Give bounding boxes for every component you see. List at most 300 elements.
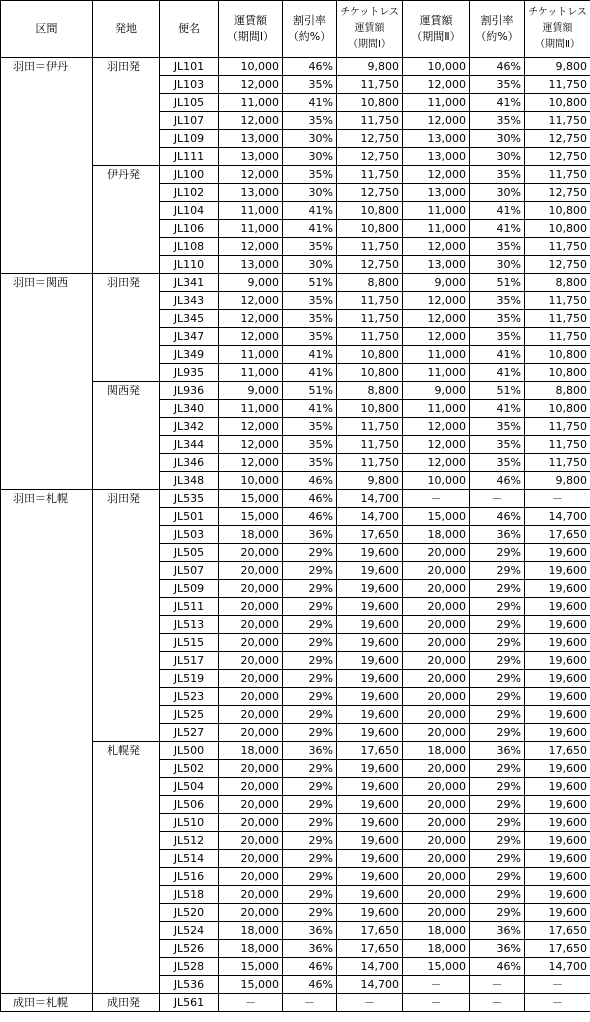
fare-cell: 20,000	[219, 814, 283, 832]
fare-cell: 51%	[470, 274, 525, 292]
fare-cell: 11,000	[403, 220, 470, 238]
fare-cell: 19,600	[525, 544, 590, 562]
fare-cell: 29%	[283, 670, 337, 688]
fare-cell: 19,600	[525, 724, 590, 742]
fare-cell: 18,000	[219, 742, 283, 760]
fare-cell: 20,000	[219, 634, 283, 652]
fare-cell: 12,000	[219, 238, 283, 256]
fare-cell: 12,750	[525, 148, 590, 166]
fare-cell: 19,600	[525, 616, 590, 634]
fare-cell: －	[219, 994, 283, 1012]
fare-cell: 9,000	[219, 382, 283, 400]
fare-cell: 11,750	[337, 310, 403, 328]
fare-cell: 30%	[470, 256, 525, 274]
fare-cell: 29%	[470, 760, 525, 778]
fare-cell: 46%	[283, 58, 337, 76]
fare-cell: 29%	[470, 904, 525, 922]
flight-number-cell: JL346	[160, 454, 219, 472]
fare-cell: 12,000	[219, 76, 283, 94]
fare-cell: 29%	[470, 814, 525, 832]
fare-cell: 29%	[283, 814, 337, 832]
flight-number-cell: JL110	[160, 256, 219, 274]
flight-number-cell: JL518	[160, 886, 219, 904]
fare-cell: 11,750	[337, 238, 403, 256]
fare-table-body	[1, 58, 590, 1012]
fare-cell: 36%	[470, 526, 525, 544]
fare-cell: 12,000	[403, 436, 470, 454]
flight-number-cell: JL505	[160, 544, 219, 562]
fare-cell: 17,650	[525, 526, 590, 544]
flight-number-cell: JL535	[160, 490, 219, 508]
column-header: 運賃額 （期間Ⅱ）	[403, 1, 470, 58]
fare-cell: 46%	[283, 490, 337, 508]
fare-cell: 20,000	[403, 796, 470, 814]
fare-cell: 19,600	[337, 796, 403, 814]
fare-cell: 29%	[470, 706, 525, 724]
fare-cell: 41%	[470, 400, 525, 418]
fare-cell: 19,600	[525, 562, 590, 580]
fare-cell: 29%	[283, 760, 337, 778]
flight-number-cell: JL511	[160, 598, 219, 616]
fare-cell: 30%	[283, 148, 337, 166]
fare-cell: －	[403, 994, 470, 1012]
flight-number-cell: JL347	[160, 328, 219, 346]
fare-cell: 11,750	[337, 76, 403, 94]
fare-cell: 10,800	[337, 364, 403, 382]
fare-cell: 19,600	[525, 634, 590, 652]
fare-cell: －	[525, 994, 590, 1012]
fare-cell: 17,650	[525, 742, 590, 760]
fare-cell: 29%	[283, 724, 337, 742]
fare-cell: 29%	[283, 688, 337, 706]
fare-cell: 19,600	[337, 598, 403, 616]
fare-cell: 15,000	[219, 958, 283, 976]
fare-cell: 19,600	[525, 904, 590, 922]
flight-number-cell: JL106	[160, 220, 219, 238]
flight-number-cell: JL345	[160, 310, 219, 328]
fare-cell: 15,000	[219, 508, 283, 526]
fare-cell: 10,800	[525, 400, 590, 418]
fare-cell: 10,800	[337, 202, 403, 220]
fare-cell: 18,000	[219, 922, 283, 940]
fare-cell: 19,600	[525, 598, 590, 616]
fare-cell: 19,600	[525, 652, 590, 670]
fare-cell: 29%	[470, 724, 525, 742]
fare-cell: 29%	[283, 886, 337, 904]
fare-cell: 19,600	[525, 850, 590, 868]
flight-number-cell: JL107	[160, 112, 219, 130]
fare-cell: 11,000	[219, 400, 283, 418]
fare-cell: 20,000	[403, 652, 470, 670]
fare-cell: 41%	[470, 94, 525, 112]
header-row	[1, 1, 590, 58]
fare-cell: 29%	[470, 598, 525, 616]
fare-cell: 20,000	[219, 724, 283, 742]
fare-cell: 19,600	[337, 688, 403, 706]
fare-cell: 36%	[283, 940, 337, 958]
fare-cell: 12,000	[219, 454, 283, 472]
fare-cell: 17,650	[337, 940, 403, 958]
flight-number-cell: JL504	[160, 778, 219, 796]
fare-cell: 35%	[470, 418, 525, 436]
flight-number-cell: JL512	[160, 832, 219, 850]
fare-cell: 19,600	[337, 886, 403, 904]
fare-cell: 18,000	[219, 940, 283, 958]
flight-number-cell: JL503	[160, 526, 219, 544]
fare-cell: 20,000	[403, 562, 470, 580]
flight-number-cell: JL111	[160, 148, 219, 166]
fare-cell: 29%	[470, 850, 525, 868]
fare-cell: 19,600	[337, 706, 403, 724]
fare-cell: 11,750	[525, 310, 590, 328]
fare-cell: 20,000	[219, 796, 283, 814]
route-cell: 成田＝札幌	[1, 994, 93, 1012]
flight-number-cell: JL344	[160, 436, 219, 454]
fare-cell: 18,000	[403, 526, 470, 544]
fare-cell: 29%	[283, 706, 337, 724]
fare-cell: 20,000	[219, 904, 283, 922]
fare-cell: 19,600	[337, 814, 403, 832]
table-row	[1, 994, 590, 1012]
origin-cell: 関西発	[93, 382, 160, 490]
fare-cell: 20,000	[403, 580, 470, 598]
flight-number-cell: JL510	[160, 814, 219, 832]
fare-cell: 35%	[283, 292, 337, 310]
flight-number-cell: JL108	[160, 238, 219, 256]
flight-number-cell: JL343	[160, 292, 219, 310]
flight-number-cell: JL536	[160, 976, 219, 994]
flight-number-cell: JL515	[160, 634, 219, 652]
fare-cell: 10,800	[337, 346, 403, 364]
fare-cell: －	[470, 976, 525, 994]
fare-cell: 35%	[283, 310, 337, 328]
route-cell: 羽田＝札幌	[1, 490, 93, 994]
fare-cell: 29%	[283, 778, 337, 796]
fare-cell: 11,750	[525, 418, 590, 436]
fare-cell: 11,750	[337, 418, 403, 436]
flight-number-cell: JL517	[160, 652, 219, 670]
fare-cell: 10,800	[337, 94, 403, 112]
fare-cell: 12,000	[219, 310, 283, 328]
fare-cell: 35%	[470, 454, 525, 472]
fare-cell: 11,750	[337, 454, 403, 472]
fare-cell: 12,000	[403, 310, 470, 328]
fare-cell: 11,750	[525, 112, 590, 130]
fare-cell: 29%	[470, 886, 525, 904]
fare-cell: 10,800	[337, 400, 403, 418]
fare-cell: 29%	[470, 652, 525, 670]
fare-cell: 20,000	[219, 616, 283, 634]
fare-cell: 19,600	[525, 886, 590, 904]
fare-cell: 9,800	[337, 58, 403, 76]
fare-cell: 19,600	[525, 706, 590, 724]
table-row	[1, 58, 590, 76]
fare-cell: 20,000	[219, 832, 283, 850]
fare-cell: 20,000	[219, 850, 283, 868]
fare-cell: 35%	[283, 328, 337, 346]
fare-cell: 12,000	[403, 76, 470, 94]
fare-cell: 19,600	[525, 670, 590, 688]
fare-cell: 13,000	[403, 130, 470, 148]
fare-cell: 15,000	[403, 958, 470, 976]
fare-cell: 36%	[283, 742, 337, 760]
fare-cell: 29%	[283, 634, 337, 652]
fare-cell: 12,000	[219, 418, 283, 436]
fare-cell: 51%	[283, 382, 337, 400]
flight-number-cell: JL528	[160, 958, 219, 976]
origin-cell: 成田発	[93, 994, 160, 1012]
fare-cell: 20,000	[219, 670, 283, 688]
fare-cell: 41%	[283, 364, 337, 382]
fare-cell: 13,000	[219, 256, 283, 274]
fare-cell: 29%	[470, 562, 525, 580]
fare-cell: 20,000	[403, 724, 470, 742]
flight-number-cell: JL524	[160, 922, 219, 940]
fare-cell: 19,600	[337, 544, 403, 562]
fare-cell: 12,750	[525, 184, 590, 202]
fare-cell: 29%	[470, 778, 525, 796]
fare-cell: 19,600	[337, 724, 403, 742]
fare-cell: 19,600	[337, 760, 403, 778]
column-header: チケットレス 運賃額 （期間Ⅰ）	[337, 1, 403, 58]
fare-cell: 20,000	[403, 904, 470, 922]
fare-cell: 46%	[470, 58, 525, 76]
fare-cell: 41%	[283, 400, 337, 418]
fare-cell: 41%	[470, 202, 525, 220]
fare-cell: 20,000	[403, 616, 470, 634]
fare-cell: 30%	[283, 184, 337, 202]
fare-cell: 13,000	[219, 130, 283, 148]
flight-number-cell: JL349	[160, 346, 219, 364]
fare-cell: 29%	[470, 688, 525, 706]
fare-cell: 11,000	[219, 346, 283, 364]
fare-cell: 11,750	[525, 454, 590, 472]
fare-cell: 12,000	[219, 166, 283, 184]
fare-cell: 36%	[470, 742, 525, 760]
fare-cell: 12,000	[403, 292, 470, 310]
fare-cell: 11,000	[403, 400, 470, 418]
origin-cell: 羽田発	[93, 58, 160, 166]
fare-cell: 12,000	[403, 454, 470, 472]
fare-cell: 12,750	[337, 130, 403, 148]
fare-cell: 14,700	[337, 508, 403, 526]
fare-cell: 29%	[470, 796, 525, 814]
fare-cell: 9,000	[403, 274, 470, 292]
fare-cell: 12,000	[219, 292, 283, 310]
fare-cell: 29%	[470, 868, 525, 886]
fare-cell: 11,750	[525, 76, 590, 94]
fare-cell: 30%	[470, 148, 525, 166]
fare-cell: 8,800	[337, 274, 403, 292]
column-header: 割引率 （約%）	[283, 1, 337, 58]
origin-cell: 札幌発	[93, 742, 160, 994]
fare-cell: 12,750	[337, 256, 403, 274]
fare-cell: 11,000	[219, 202, 283, 220]
fare-cell: 8,800	[525, 382, 590, 400]
fare-cell: 12,000	[403, 166, 470, 184]
fare-cell: 11,750	[337, 328, 403, 346]
fare-cell: 29%	[283, 832, 337, 850]
flight-number-cell: JL341	[160, 274, 219, 292]
fare-cell: 17,650	[337, 922, 403, 940]
flight-number-cell: JL527	[160, 724, 219, 742]
fare-cell: 11,750	[525, 328, 590, 346]
fare-cell: 10,000	[219, 472, 283, 490]
fare-cell: 19,600	[337, 904, 403, 922]
fare-cell: 36%	[470, 922, 525, 940]
route-cell: 羽田＝伊丹	[1, 58, 93, 274]
fare-cell: 35%	[470, 238, 525, 256]
fare-cell: 12,000	[219, 436, 283, 454]
flight-number-cell: JL525	[160, 706, 219, 724]
fare-cell: －	[283, 994, 337, 1012]
fare-cell: 18,000	[403, 742, 470, 760]
fare-cell: 15,000	[219, 976, 283, 994]
fare-cell: 19,600	[337, 616, 403, 634]
fare-cell: 12,750	[337, 148, 403, 166]
fare-cell: 35%	[470, 112, 525, 130]
fare-cell: 20,000	[403, 598, 470, 616]
fare-cell: 10,800	[337, 220, 403, 238]
fare-cell: 46%	[283, 472, 337, 490]
fare-cell: 12,000	[219, 328, 283, 346]
fare-cell: 29%	[470, 580, 525, 598]
fare-cell: 12,000	[403, 112, 470, 130]
fare-cell: 8,800	[525, 274, 590, 292]
fare-cell: 11,000	[403, 364, 470, 382]
fare-cell: 20,000	[403, 760, 470, 778]
origin-cell: 羽田発	[93, 274, 160, 382]
fare-cell: 20,000	[219, 544, 283, 562]
fare-cell: 35%	[283, 166, 337, 184]
fare-cell: 51%	[283, 274, 337, 292]
fare-cell: 41%	[283, 202, 337, 220]
fare-cell: 13,000	[403, 256, 470, 274]
fare-cell: 20,000	[219, 580, 283, 598]
column-header: 便名	[160, 1, 219, 58]
fare-cell: 11,000	[403, 346, 470, 364]
fare-cell: 19,600	[525, 796, 590, 814]
fare-cell: 29%	[470, 544, 525, 562]
fare-cell: 18,000	[403, 922, 470, 940]
fare-cell: －	[337, 994, 403, 1012]
fare-cell: 20,000	[403, 778, 470, 796]
flight-number-cell: JL100	[160, 166, 219, 184]
fare-cell: 35%	[470, 436, 525, 454]
fare-cell: 11,000	[403, 94, 470, 112]
fare-cell: 19,600	[337, 670, 403, 688]
fare-cell: 30%	[470, 130, 525, 148]
fare-cell: 11,750	[525, 238, 590, 256]
fare-cell: 11,000	[219, 94, 283, 112]
fare-cell: 19,600	[525, 688, 590, 706]
fare-cell: 9,800	[337, 472, 403, 490]
fare-cell: 29%	[283, 652, 337, 670]
fare-cell: 15,000	[219, 490, 283, 508]
origin-cell: 羽田発	[93, 490, 160, 742]
fare-cell: 41%	[470, 220, 525, 238]
flight-number-cell: JL501	[160, 508, 219, 526]
flight-number-cell: JL936	[160, 382, 219, 400]
fare-cell: 11,750	[525, 292, 590, 310]
fare-cell: 12,000	[403, 238, 470, 256]
fare-cell: 36%	[283, 526, 337, 544]
flight-number-cell: JL109	[160, 130, 219, 148]
flight-number-cell: JL509	[160, 580, 219, 598]
fare-cell: 20,000	[403, 832, 470, 850]
fare-cell: 46%	[283, 976, 337, 994]
fare-cell: 30%	[283, 256, 337, 274]
fare-cell: 9,000	[403, 382, 470, 400]
fare-cell: 19,600	[525, 832, 590, 850]
fare-cell: 13,000	[403, 184, 470, 202]
fare-cell: 10,000	[219, 58, 283, 76]
fare-cell: 29%	[283, 598, 337, 616]
fare-cell: 46%	[283, 508, 337, 526]
fare-cell: 41%	[283, 346, 337, 364]
fare-cell: 35%	[470, 76, 525, 94]
fare-cell: 19,600	[337, 652, 403, 670]
flight-number-cell: JL513	[160, 616, 219, 634]
fare-cell: 17,650	[525, 922, 590, 940]
fare-cell: 13,000	[403, 148, 470, 166]
flight-number-cell: JL523	[160, 688, 219, 706]
fare-cell: 12,000	[403, 418, 470, 436]
fare-cell: －	[403, 976, 470, 994]
fare-cell: 20,000	[219, 868, 283, 886]
flight-number-cell: JL101	[160, 58, 219, 76]
fare-cell: －	[470, 490, 525, 508]
fare-cell: 35%	[283, 418, 337, 436]
fare-cell: 19,600	[525, 868, 590, 886]
fare-cell: 30%	[470, 184, 525, 202]
fare-cell: 19,600	[337, 778, 403, 796]
fare-cell: 12,000	[219, 112, 283, 130]
fare-cell: 46%	[470, 958, 525, 976]
fare-cell: 11,000	[403, 202, 470, 220]
fare-cell: 29%	[283, 544, 337, 562]
fare-cell: 11,750	[525, 436, 590, 454]
route-cell: 羽田＝関西	[1, 274, 93, 490]
flight-number-cell: JL104	[160, 202, 219, 220]
fare-cell: 11,750	[525, 166, 590, 184]
fare-cell: 19,600	[525, 580, 590, 598]
fare-cell: 19,600	[337, 562, 403, 580]
flight-number-cell: JL500	[160, 742, 219, 760]
column-header: 割引率 （約%）	[470, 1, 525, 58]
fare-cell: 35%	[470, 310, 525, 328]
fare-cell: 29%	[283, 796, 337, 814]
fare-cell: 10,000	[403, 58, 470, 76]
fare-cell: 14,700	[525, 958, 590, 976]
fare-cell: 29%	[470, 616, 525, 634]
fare-cell: 20,000	[219, 760, 283, 778]
fare-cell: 20,000	[403, 544, 470, 562]
fare-cell: 10,800	[525, 364, 590, 382]
fare-cell: 11,750	[337, 436, 403, 454]
fare-cell: 20,000	[219, 562, 283, 580]
fare-cell: 20,000	[219, 688, 283, 706]
flight-number-cell: JL506	[160, 796, 219, 814]
fare-cell: 9,800	[525, 472, 590, 490]
fare-cell: 11,750	[337, 112, 403, 130]
fare-cell: 29%	[470, 670, 525, 688]
flight-number-cell: JL514	[160, 850, 219, 868]
fare-cell: 19,600	[337, 832, 403, 850]
fare-cell: 8,800	[337, 382, 403, 400]
fare-cell: 20,000	[403, 850, 470, 868]
column-header: 運賃額 （期間Ⅰ）	[219, 1, 283, 58]
